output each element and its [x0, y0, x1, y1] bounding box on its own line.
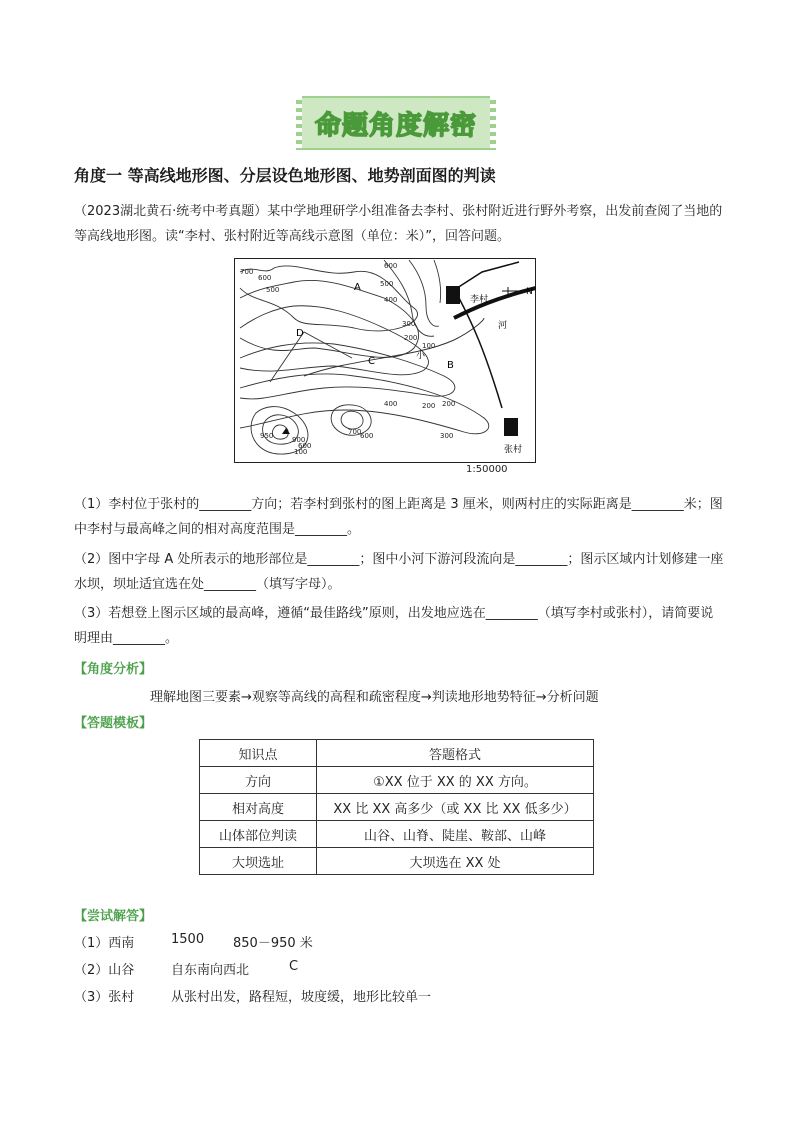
- li-village-icon: [446, 286, 460, 304]
- answer-item: （2）山谷: [74, 963, 135, 978]
- river-label-xiao: 小: [416, 351, 426, 361]
- table-cell: 山体部位判读: [200, 821, 317, 848]
- answer-item: （1）西南: [74, 936, 135, 951]
- table-row: [200, 848, 594, 875]
- answer-template-table: [199, 739, 594, 875]
- contour-label: 200: [422, 402, 436, 410]
- contour-label: 500: [266, 286, 280, 294]
- table-cell: 山谷、山脊、陡崖、鞍部、山峰: [317, 821, 594, 848]
- answer-item: 850－950 米: [233, 936, 313, 951]
- contour-label: 400: [384, 400, 398, 408]
- answer-template-label: 【答题模板】: [74, 716, 153, 731]
- contour-map: [234, 258, 536, 463]
- point-b: B: [447, 360, 454, 371]
- contour-label: 200: [404, 334, 418, 342]
- table-cell: 大坝选址: [200, 848, 317, 875]
- answer-item: C: [289, 959, 299, 974]
- contour-label: 300: [402, 320, 416, 328]
- banner-text: 命题角度解密: [314, 110, 477, 141]
- table-row: [200, 794, 594, 821]
- point-d: D: [296, 328, 304, 339]
- village-label-li: 李村: [470, 295, 489, 305]
- table-cell: 方向: [200, 767, 317, 794]
- contour-label: 950: [260, 432, 274, 440]
- contour-label: 900: [292, 436, 306, 444]
- table-row: [200, 767, 594, 794]
- contour-label: 500: [380, 280, 394, 288]
- contour-label: 200: [442, 400, 456, 408]
- contour-label: 600: [298, 442, 312, 450]
- contour-label: 600: [360, 432, 374, 440]
- answer-item: （3）张村: [74, 990, 135, 1005]
- question-3: （3）若想登上图示区域的最高峰，遵循“最佳路线”原则，出发地应选在________（填写李村或张村），请简要说明理由________。: [74, 606, 714, 646]
- contour-label: 700: [348, 428, 362, 436]
- answer-item: 从张村出发，路程短，坡度缓，地形比较单一: [171, 990, 432, 1005]
- answer-item: 自东南向西北: [171, 963, 250, 978]
- angle-analysis-label: 【角度分析】: [74, 662, 153, 677]
- section-heading: 角度一 等高线地形图、分层设色地形图、地势剖面图的判读: [74, 166, 496, 185]
- try-answer-label: 【尝试解答】: [74, 909, 153, 924]
- contour-label: 300: [440, 432, 454, 440]
- table-cell: XX 比 XX 高多少（或 XX 比 XX 低多少）: [317, 794, 594, 821]
- question-1: （1）李村位于张村的________方向；若李村到张村的图上距离是 3 厘米，则两村庄的实际距离是________米；图中李村与最高峰之间的相对高度范围是________。: [74, 497, 723, 537]
- village-label-zhang: 张村: [504, 445, 523, 455]
- river-label-he: 河: [498, 321, 508, 331]
- contour-label: 700: [240, 268, 254, 276]
- point-c: C: [368, 356, 375, 367]
- table-header: 答题格式: [317, 740, 594, 767]
- map-scale: 1:50000: [466, 464, 508, 475]
- table-cell: 相对高度: [200, 794, 317, 821]
- table-row: [200, 821, 594, 848]
- contour-label: 100: [422, 342, 436, 350]
- table-cell: ①XX 位于 XX 的 XX 方向。: [317, 767, 594, 794]
- north-label: N: [526, 287, 533, 297]
- contour-label: 600: [384, 262, 398, 270]
- answer-item: 1500: [171, 932, 205, 947]
- contour-label: 400: [384, 296, 398, 304]
- zhang-village-icon: [504, 418, 518, 436]
- contour-label: 100: [294, 448, 308, 456]
- title-banner: [300, 96, 492, 150]
- angle-analysis-text: 理解地图三要素→观察等高线的高程和疏密程度→判读地形地势特征→分析问题: [150, 690, 599, 705]
- table-cell: 大坝选在 XX 处: [317, 848, 594, 875]
- question-2: （2）图中字母 A 处所表示的地形部位是________；图中小河下游河段流向是________；图示区域内计划修建一座水坝，坝址适宜选在处________（填写字母）。: [74, 552, 724, 592]
- intro-paragraph: （2023湖北黄石·统考中考真题）某中学地理研学小组准备去李村、张村附近进行野外考察，出发前查阅了当地的等高线地形图。读“李村、张村附近等高线示意图（单位：米）”，回答问题。: [74, 204, 723, 244]
- table-header: 知识点: [200, 740, 317, 767]
- table-header-row: [200, 740, 594, 767]
- point-a: A: [354, 282, 361, 293]
- contour-label: 600: [258, 274, 272, 282]
